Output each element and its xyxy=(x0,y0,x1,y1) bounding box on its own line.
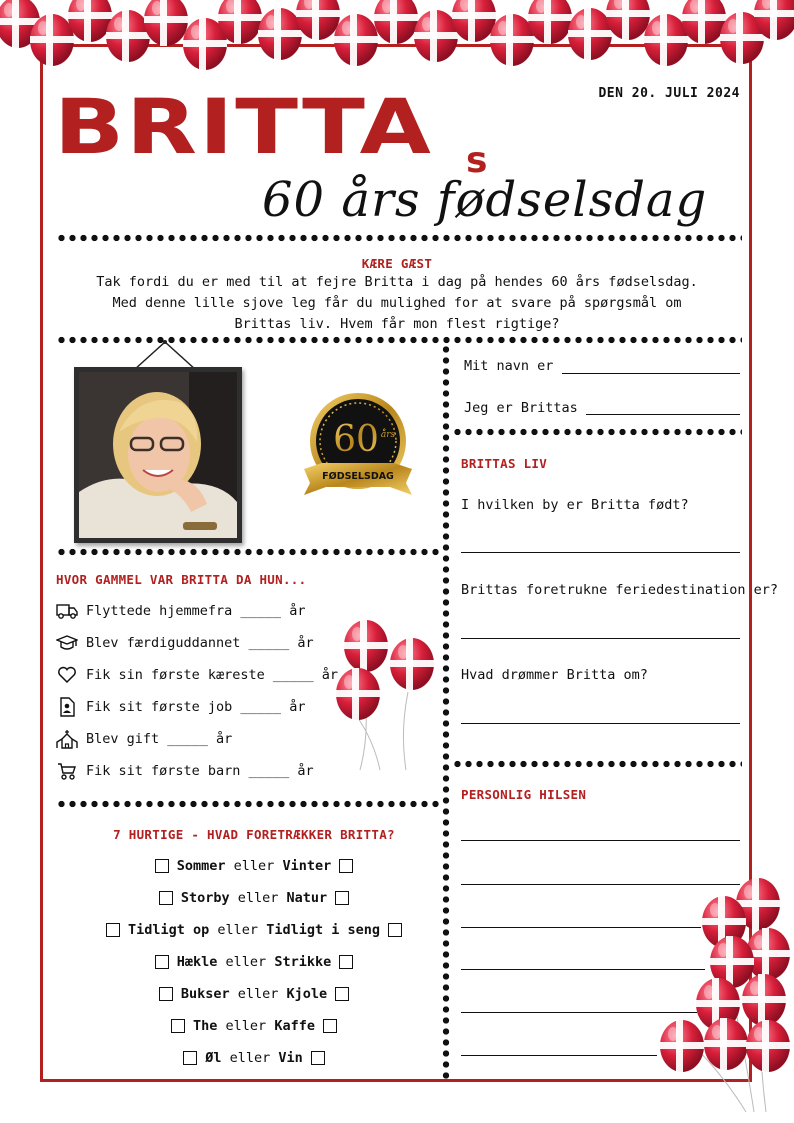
divider-dots xyxy=(56,800,440,808)
choice-row xyxy=(40,951,468,973)
choice-connector: eller xyxy=(229,1050,271,1066)
graduation-cap-icon xyxy=(56,633,78,653)
choice-connector: eller xyxy=(225,1018,267,1034)
checkbox[interactable] xyxy=(335,987,349,1001)
age-item xyxy=(56,633,314,653)
intro-line: Med denne lille sjove leg får du mulighed for at svare på spørgsmål om xyxy=(112,295,682,311)
name-label: Mit navn er xyxy=(464,358,554,374)
choice-connector: eller xyxy=(225,954,267,970)
choice-option-a: Tidligt op xyxy=(128,922,210,938)
balloon-garland xyxy=(0,0,794,92)
age-item-text: Flyttede hjemmefra _____ år xyxy=(86,603,306,619)
greeting-line[interactable] xyxy=(461,840,740,841)
badge-small: års xyxy=(380,430,396,440)
checkbox[interactable] xyxy=(159,891,173,905)
relation-label: Jeg er Brittas xyxy=(464,400,578,416)
choice-option-b: Kaffe xyxy=(274,1018,315,1034)
checkbox[interactable] xyxy=(155,955,169,969)
choice-connector: eller xyxy=(217,922,259,938)
age-item-text: Fik sit første job _____ år xyxy=(86,699,306,715)
choices-heading: 7 HURTIGE - HVAD FORETRÆKKER BRITTA? xyxy=(113,827,395,842)
portrait-photo xyxy=(74,367,242,543)
choice-row xyxy=(40,919,468,941)
choice-row xyxy=(40,1047,468,1069)
choice-option-b: Natur xyxy=(286,890,328,906)
checkbox[interactable] xyxy=(335,891,349,905)
age-item-text: Fik sin første kæreste _____ år xyxy=(86,667,338,683)
life-question: Hvad drømmer Britta om? xyxy=(461,667,648,683)
choice-row xyxy=(40,855,468,877)
intro-text xyxy=(60,272,734,335)
relation-input[interactable] xyxy=(586,414,740,415)
checkbox[interactable] xyxy=(339,955,353,969)
greeting-line[interactable] xyxy=(461,1055,657,1056)
sixty-badge xyxy=(302,391,414,503)
choice-option-a: The xyxy=(193,1018,218,1034)
badge-ribbon: FØDSELSDAG xyxy=(322,471,394,482)
checkbox[interactable] xyxy=(159,987,173,1001)
name-input[interactable] xyxy=(562,373,740,374)
truck-icon xyxy=(56,601,78,621)
choice-option-b: Strikke xyxy=(274,954,332,970)
title-name: BRITTA xyxy=(54,83,433,172)
choice-option-b: Kjole xyxy=(286,986,328,1002)
age-item-text: Blev gift _____ år xyxy=(86,731,233,747)
date-label: DEN 20. JULI 2024 xyxy=(598,86,740,101)
divider-dots xyxy=(452,760,742,768)
choice-option-a: Bukser xyxy=(180,986,230,1002)
life-question: I hvilken by er Britta født? xyxy=(461,497,689,513)
age-item xyxy=(56,729,232,749)
checkbox[interactable] xyxy=(183,1051,197,1065)
checkbox[interactable] xyxy=(339,859,353,873)
age-item xyxy=(56,665,338,685)
life-question: Brittas foretrukne feriedestination er? xyxy=(461,582,778,598)
heart-icon xyxy=(56,665,78,685)
age-item-text: Fik sit første barn _____ år xyxy=(86,763,314,779)
greeting-heading: PERSONLIG HILSEN xyxy=(461,787,587,802)
divider-dots xyxy=(452,428,742,436)
divider-dots xyxy=(56,234,742,242)
age-heading: HVOR GAMMEL VAR BRITTA DA HUN... xyxy=(56,572,307,587)
checkbox[interactable] xyxy=(106,923,120,937)
document-icon xyxy=(56,697,78,717)
choice-option-a: Sommer xyxy=(176,858,226,874)
balloon-cluster-icon xyxy=(330,612,442,772)
checkbox[interactable] xyxy=(171,1019,185,1033)
choice-connector: eller xyxy=(233,858,275,874)
intro-line: Tak fordi du er med til at fejre Britta i dag på hendes 60 års fødselsdag. xyxy=(96,274,698,290)
title-subtitle: 60 års fødselsdag xyxy=(262,172,708,228)
choice-row xyxy=(40,983,468,1005)
age-item xyxy=(56,761,314,781)
choice-row xyxy=(40,1015,468,1037)
choice-option-a: Øl xyxy=(205,1050,222,1066)
answer-line[interactable] xyxy=(461,552,740,553)
checkbox[interactable] xyxy=(155,859,169,873)
choice-option-a: Storby xyxy=(180,890,230,906)
answer-line[interactable] xyxy=(461,723,740,724)
checkbox[interactable] xyxy=(388,923,402,937)
answer-line[interactable] xyxy=(461,638,740,639)
age-item xyxy=(56,697,305,717)
choice-option-b: Vin xyxy=(278,1050,303,1066)
age-item xyxy=(56,601,305,621)
choice-option-b: Tidligt i seng xyxy=(266,922,380,938)
balloon-bunch-icon xyxy=(654,876,794,1116)
life-heading: BRITTAS LIV xyxy=(461,456,548,471)
church-icon xyxy=(56,729,78,749)
choice-option-b: Vinter xyxy=(282,858,332,874)
checkbox[interactable] xyxy=(323,1019,337,1033)
choice-row xyxy=(40,887,468,909)
checkbox[interactable] xyxy=(311,1051,325,1065)
choice-connector: eller xyxy=(237,986,279,1002)
choice-connector: eller xyxy=(237,890,279,906)
choice-option-a: Hækle xyxy=(176,954,218,970)
age-item-text: Blev færdiguddannet _____ år xyxy=(86,635,314,651)
stroller-icon xyxy=(56,761,78,781)
title-suffix: s xyxy=(466,140,488,181)
intro-line: Brittas liv. Hvem får mon flest rigtige? xyxy=(234,316,560,332)
badge-number: 60 xyxy=(333,419,379,460)
intro-heading: KÆRE GÆST xyxy=(361,256,433,271)
divider-dots xyxy=(56,548,440,556)
